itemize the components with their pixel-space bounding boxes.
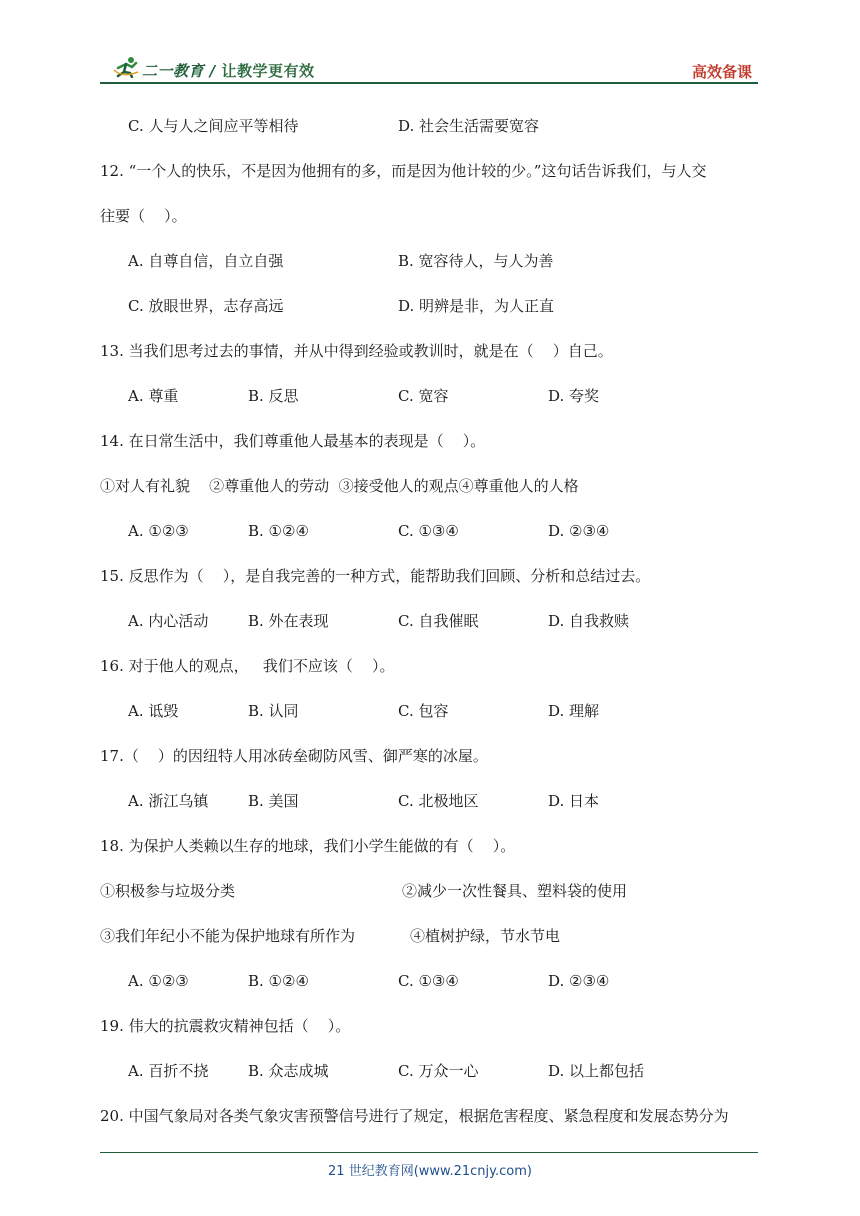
q20-stem: 20. 中国气象局对各类气象灾害预警信号进行了规定，根据危害程度、紧急程度和发展态势分为 xyxy=(100,1107,729,1125)
q17-option-a: A. 浙江乌镇 xyxy=(128,792,209,810)
running-figure-logo-icon xyxy=(112,56,142,78)
q16-option-a: A. 诋毁 xyxy=(128,702,179,720)
q14-option-a: A. ①②③ xyxy=(128,522,189,540)
q18-option-b: B. ①②④ xyxy=(248,972,309,990)
q16-option-c: C. 包容 xyxy=(398,702,449,720)
q15-option-d: D. 自我救赎 xyxy=(548,612,630,630)
brand-name: 二一教育 / 让教学更有效 xyxy=(142,62,315,80)
q12-option-c: C. 放眼世界，志存高远 xyxy=(128,297,284,315)
header-divider xyxy=(100,82,758,84)
q15-option-b: B. 外在表现 xyxy=(248,612,329,630)
q12-option-a: A. 自尊自信，自立自强 xyxy=(128,252,284,270)
q11-option-c: C. 人与人之间应平等相待 xyxy=(128,117,299,135)
brand-slogan: 让教学更有效 xyxy=(221,62,315,80)
q13-option-c: C. 宽容 xyxy=(398,387,449,405)
q11-option-d: D. 社会生活需要宽容 xyxy=(398,117,540,135)
q14-option-c: C. ①③④ xyxy=(398,522,459,540)
q14-stem: 14. 在日常生活中，我们尊重他人最基本的表现是（ ）。 xyxy=(100,432,486,450)
q16-stem: 16. 对于他人的观点， 我们不应该（ ）。 xyxy=(100,657,395,675)
q15-stem: 15. 反思作为（ ），是自我完善的一种方式，能帮助我们回顾、分析和总结过去。 xyxy=(100,567,651,585)
q19-option-a: A. 百折不挠 xyxy=(128,1062,209,1080)
q16-option-d: D. 理解 xyxy=(548,702,600,720)
q19-option-d: D. 以上都包括 xyxy=(548,1062,645,1080)
header-tagline: 高效备课 xyxy=(691,63,752,81)
footer-divider xyxy=(100,1152,758,1153)
q19-option-c: C. 万众一心 xyxy=(398,1062,479,1080)
q12-stem-line2: 往要（ ）。 xyxy=(100,207,187,225)
q13-option-a: A. 尊重 xyxy=(128,387,179,405)
q19-stem: 19. 伟大的抗震救灾精神包括（ ）。 xyxy=(100,1017,351,1035)
q17-option-c: C. 北极地区 xyxy=(398,792,479,810)
q18-item-1: ①积极参与垃圾分类 xyxy=(100,882,236,900)
q18-item-4: ④植树护绿，节水节电 xyxy=(410,927,561,945)
q14-items: ①对人有礼貌 ②尊重他人的劳动 ③接受他人的观点④尊重他人的人格 xyxy=(100,477,579,495)
q19-option-b: B. 众志成城 xyxy=(248,1062,329,1080)
q13-option-b: B. 反思 xyxy=(248,387,299,405)
q18-option-a: A. ①②③ xyxy=(128,972,189,990)
q18-stem: 18. 为保护人类赖以生存的地球，我们小学生能做的有（ ）。 xyxy=(100,837,516,855)
q12-option-d: D. 明辨是非，为人正直 xyxy=(398,297,555,315)
q12-option-b: B. 宽容待人，与人为善 xyxy=(398,252,554,270)
q18-option-c: C. ①③④ xyxy=(398,972,459,990)
q17-option-b: B. 美国 xyxy=(248,792,299,810)
q15-option-c: C. 自我催眠 xyxy=(398,612,479,630)
q13-stem: 13. 当我们思考过去的事情，并从中得到经验或教训时，就是在（ ）自己。 xyxy=(100,342,613,360)
page-header xyxy=(100,52,758,84)
q18-item-2: ②减少一次性餐具、塑料袋的使用 xyxy=(402,882,628,900)
q17-option-d: D. 日本 xyxy=(548,792,600,810)
q14-option-d: D. ②③④ xyxy=(548,522,610,540)
q18-item-3: ③我们年纪小不能为保护地球有所作为 xyxy=(100,927,356,945)
q15-option-a: A. 内心活动 xyxy=(128,612,209,630)
q14-option-b: B. ①②④ xyxy=(248,522,309,540)
q18-option-d: D. ②③④ xyxy=(548,972,610,990)
page-footer: 21 世纪教育网(www.21cnjy.com) xyxy=(328,1164,532,1179)
q13-option-d: D. 夸奖 xyxy=(548,387,600,405)
q17-stem: 17.（ ）的因纽特人用冰砖垒砌防风雪、御严寒的冰屋。 xyxy=(100,747,488,765)
q12-stem-line1: 12. “一个人的快乐，不是因为他拥有的多，而是因为他计较的少。”这句话告诉我们，与人交 xyxy=(100,162,707,180)
q16-option-b: B. 认同 xyxy=(248,702,299,720)
